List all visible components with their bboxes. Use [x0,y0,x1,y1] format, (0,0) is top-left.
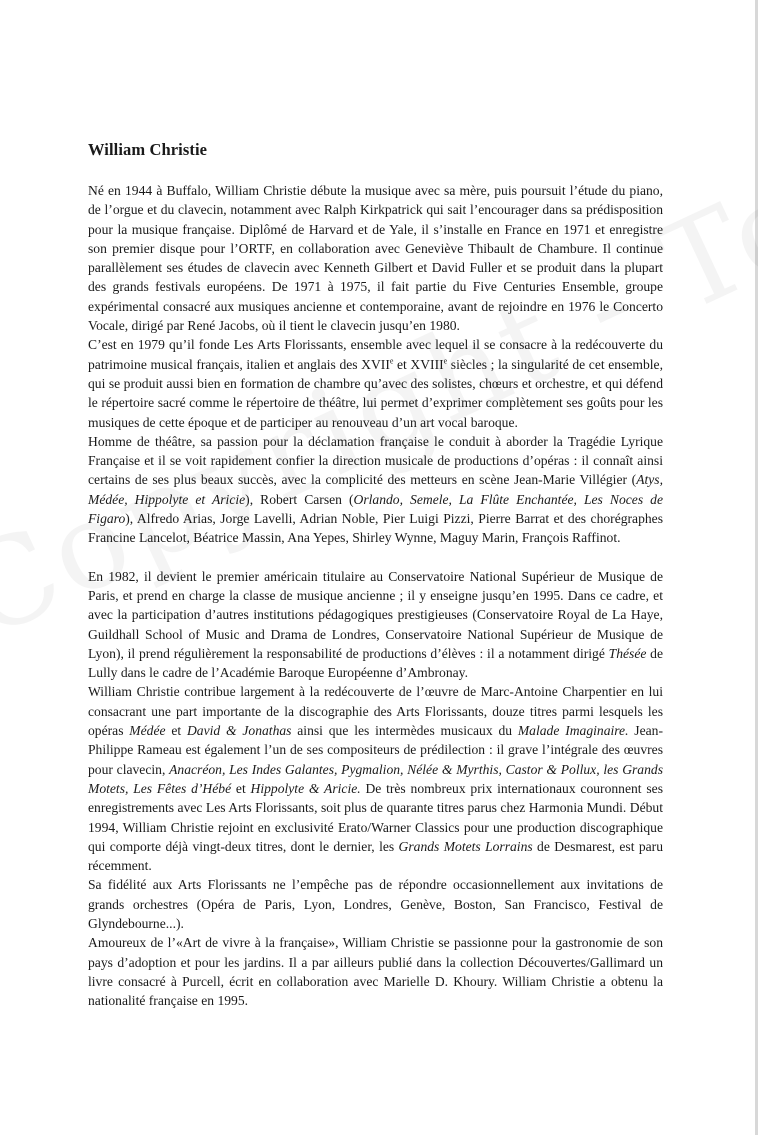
text-segment: William Christie contribue largement à la redécouverte de l’œuvre de Marc-Antoine Charpentier en lui consacrant une part importante de la discographie des Arts Florissants, douze titres parmi lesquels les opéras [88,684,663,739]
text-segment: C’est en 1979 qu’il fonde Les Arts Florissants, ensemble avec lequel il se consacre à la redécouverte du patrimoine musical français, italien et anglais des XVII [88,337,663,372]
text-segment: et XVIII [393,356,444,372]
paragraph-discography [88,682,663,875]
text-segment: siècles ; la singularité de cet ensemble, qui se produit aussi bien en formation de chambre qu’avec des solistes, chœurs et orchestre, et qui défend le répertoire sacré comme le répertoire de théâtre, lui permet d’exprimer complètement ses goûts pour les musiques de cette époque et de participer au renouveau d’un art vocal baroque. [88,356,663,430]
italic-title: Orlando, Semele, La Flûte Enchantée, Les Noces de Figaro [88,491,663,527]
text-segment: De très nombreux prix internationaux couronnent ses enregistrements avec Les Arts Florissants, soit plus de quarante titres parus chez Harmonia Mundi. Début 1994, William Christie rejoint en exclusivité Erato/Warner Classics pour une production discographique qui comporte déjà vingt-deux titres, dont le dernier, les [88,780,663,854]
text-segment: En 1982, il devient le premier américain titulaire au Conservatoire National Supérieur de Musique de Paris, et prend en charge la classe de musique ancienne ; il y enseigne jusqu’en 1995. Dans ce cadre, et avec la participation d’autres institutions pédagogiques prestigieuses (Conservatoire Royal de La Haye, Guildhall School of Music and Drama de Londres, Conservatoire National Supérieur de Musique de Lyon), il prend régulièrement la responsabilité de productions d’élèves : il a notamment dirigé [88,568,663,661]
paragraph-orchestras: Sa fidélité aux Arts Florissants ne l’empêche pas de répondre occasionnellement aux invitations de grands orchestres (Opéra de Paris, Lyon, Londres, Genève, Boston, San Francisco, Festival de Glyndebourne...). [88,877,663,931]
text-segment: et [165,723,187,739]
italic-title: Atys, Médée, Hippolyte et Aricie [88,472,663,507]
italic-title: Médée [129,723,166,739]
text-segment: ), Alfredo Arias, Jorge Lavelli, Adrian Noble, Pier Luigi Pizzi, Pierre Barrat et des chorégraphes Francine Lancelot, Béatrice Massin, Ana Yepes, Shirley Wynne, Maguy Marin, François Raffinot. [88,511,663,546]
paragraph-theatre [88,432,663,548]
italic-title: Grands Motets Lorrains [398,838,533,854]
text-segment: ), Robert Carsen ( [245,491,354,507]
superscript: e [389,356,394,366]
page-title: William Christie [88,140,208,159]
italic-title: Hippolyte & Aricie. [250,780,361,796]
text-segment: Jean-Philippe Rameau est également l’un de ses compositeurs de prédilection : il grave l’intégrale des œuvres pour clavecin, [88,723,663,777]
paragraph-early-life: Né en 1944 à Buffalo, William Christie débute la musique avec sa mère, puis poursuit l’étude du piano, de l’orgue et du clavecin, notamment avec Ralph Kirkpatrick qui sait l’encourager dans sa prédisposition pour la musique française. Diplômé de Harvard et de Yale, il s’installe en France en 1971 et enregistre son premier disque pour l’ORTF, en collaboration avec Geneviève Thibault de Chambure. Il continue parallèlement ses études de clavecin avec Kenneth Gilbert et David Fuller et se produit dans la plupart des grands festivals européens. De 1971 à 1975, il fait partie du Five Centuries Ensemble, groupe expérimental consacré aux musiques ancienne et contemporaine, avant de rejoindre en 1976 le Concerto Vocale, dirigé par René Jacobs, où il tient le clavecin jusqu’en 1980. [88,183,663,334]
superscript: e [443,356,448,366]
document-body [88,181,663,1010]
italic-title: Thésée [608,645,647,661]
italic-title: Malade Imaginaire. [517,723,629,739]
document-content [88,140,663,1010]
paragraph-conservatoire [88,567,663,683]
paragraph-arts-florissants [88,335,663,431]
text-segment: Homme de théâtre, sa passion pour la déclamation française le conduit à aborder la Tragédie Lyrique Française et il se voit rapidement confier la direction musicale de productions d’opéras : il connaît ainsi certains de ses plus beaux succès, avec la complicité des metteurs en scène Jean-Marie Villégier ( [88,433,663,488]
text-segment: et [231,780,251,796]
paragraph-personal: Amoureux de l’«Art de vivre à la française», William Christie se passionne pour la gastronomie de son pays d’adoption et pour les jardins. Il a par ailleurs publié dans la collection Découvertes/Gallimard un livre consacré à Purcell, écrit en collaboration avec Marielle D. Khoury. William Christie a obtenu la nationalité française en 1995. [88,935,663,1009]
text-segment: ainsi que les intermèdes musicaux du [291,723,518,739]
text-segment: de Lully dans le cadre de l’Académie Baroque Européenne d’Ambronay. [88,645,664,681]
italic-title: Anacréon, Les Indes Galantes, Pygmalion, Nélée & Myrthis, Castor & Pollux, les Grands Motets, Les Fêtes d’Hébé [88,761,663,796]
text-segment: de Desmarest, est paru récemment. [88,838,663,874]
italic-title: David & Jonathas [186,723,292,739]
